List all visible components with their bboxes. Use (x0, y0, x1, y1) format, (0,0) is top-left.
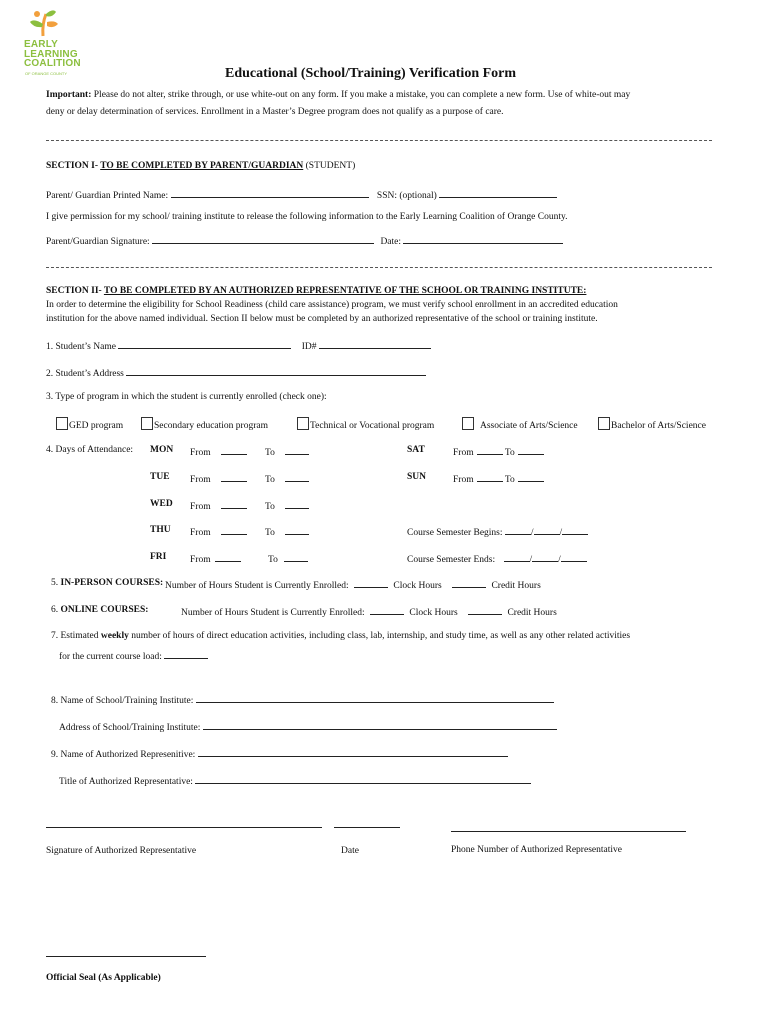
important-text-1: Please do not alter, strike through, or use white-out on any form. If you make a mistake, you can complete a new form. Use of white-out may (91, 90, 631, 100)
from-label: From (190, 528, 211, 538)
section1-heading-text: TO BE COMPLETED BY PARENT/GUARDIAN (100, 161, 304, 171)
rep-title-label: Title of Authorized Representative: (59, 777, 193, 787)
rep-date-label: Date (341, 846, 359, 856)
clock-hours-label: Clock Hours (393, 581, 442, 591)
school-address-field[interactable] (203, 720, 557, 730)
q6-credit-hours-field[interactable] (468, 605, 502, 615)
semester-begins-month[interactable] (505, 525, 531, 535)
semester-ends-day[interactable] (532, 552, 558, 562)
checkbox[interactable] (297, 417, 309, 430)
sun-to-field[interactable] (518, 472, 544, 482)
q7-part-b: number of hours of direct education activities, including class, lab, internship, and study time, as well as any other related activities (128, 631, 631, 641)
q7-bold: weekly (100, 631, 129, 641)
program-label: Associate of Arts/Science (480, 421, 578, 431)
credit-hours-label: Credit Hours (507, 608, 557, 618)
student-address-field[interactable] (126, 366, 426, 376)
day-sat: SAT (407, 445, 425, 455)
fri-from-field[interactable] (215, 552, 241, 562)
important-label: Important: (46, 90, 92, 100)
from-label: From (190, 475, 211, 485)
q5-text: Number of Hours Student is Currently Enrolled: (165, 581, 349, 591)
rep-title-field[interactable] (195, 774, 531, 784)
rep-date-line[interactable] (334, 827, 400, 828)
sat-to-field[interactable] (518, 445, 544, 455)
from-label: From (190, 502, 211, 512)
student-name-label: 1. Student’s Name (46, 342, 116, 352)
program-question: 3. Type of program in which the student is currently enrolled (check one): (46, 392, 327, 402)
section2-intro-2: institution for the above named individual. Section II below must be completed by an authorized representative of the school or training institute. (46, 314, 598, 324)
program-option-bachelor[interactable] (598, 417, 706, 431)
important-text-2: deny or delay determination of services. Enrollment in a Master’s Degree program does not qualify as a purpose of care. (46, 107, 504, 117)
to-label: To (265, 502, 275, 512)
rep-name-label: 9. Name of Authorized Represenitive: (51, 750, 196, 760)
checkbox[interactable] (141, 417, 153, 430)
section2-heading-text: TO BE COMPLETED BY AN AUTHORIZED REPRESENTATIVE OF THE SCHOOL OR TRAINING INSTITUTE: (103, 286, 587, 296)
q6-bold: ONLINE COURSES: (60, 605, 149, 615)
checkbox[interactable] (56, 417, 68, 430)
q5-clock-hours-field[interactable] (354, 578, 388, 588)
day-thu: THU (150, 525, 171, 535)
student-address-label: 2. Student’s Address (46, 369, 124, 379)
q7-hours-field[interactable] (164, 649, 208, 659)
to-label: To (504, 475, 515, 485)
logo-line2: LEARNING (24, 48, 78, 60)
student-id-label: ID# (301, 342, 317, 352)
to-label: To (265, 448, 275, 458)
days-label: 4. Days of Attendance: (46, 445, 134, 455)
permission-text: I give permission for my school/ training institute to release the following information to the Early Learning Coalition of Orange County. (46, 212, 568, 222)
important-notice (46, 90, 630, 100)
semester-ends-year[interactable] (561, 552, 587, 562)
day-fri: FRI (150, 552, 167, 562)
thu-from-field[interactable] (221, 525, 247, 535)
parent-date-field[interactable] (403, 234, 563, 244)
rep-phone-line[interactable] (451, 831, 686, 832)
q6-text: Number of Hours Student is Currently Enrolled: (181, 608, 365, 618)
semester-begins-label: Course Semester Begins: (407, 528, 503, 538)
section2-heading (46, 286, 586, 296)
q6-clock-hours-field[interactable] (370, 605, 404, 615)
divider (46, 267, 712, 268)
credit-hours-label: Credit Hours (491, 581, 541, 591)
from-label: From (453, 448, 474, 458)
mon-from-field[interactable] (221, 445, 247, 455)
rep-phone-label: Phone Number of Authorized Representative (451, 845, 622, 855)
program-label: GED program (69, 421, 124, 431)
section1-suffix: (STUDENT) (303, 161, 356, 171)
checkbox[interactable] (598, 417, 610, 430)
student-id-field[interactable] (319, 339, 431, 349)
program-option-associate[interactable] (462, 417, 578, 431)
q6-row (51, 605, 148, 615)
to-label: To (265, 475, 275, 485)
section1-heading (46, 161, 355, 171)
section1-prefix: SECTION I- (46, 161, 101, 171)
q7-part-a: 7. Estimated (51, 631, 101, 641)
tue-to-field[interactable] (285, 472, 309, 482)
logo-line1: EARLY (24, 39, 58, 50)
to-label: To (268, 555, 278, 565)
ssn-field[interactable] (439, 188, 557, 198)
q7-part-c: for the current course load: (59, 652, 162, 662)
to-label: To (265, 528, 275, 538)
page-title: Educational (School/Training) Verification Form (225, 66, 517, 81)
semester-ends-label: Course Semester Ends: (407, 555, 496, 565)
q7-text (51, 631, 630, 641)
semester-begins-day[interactable] (534, 525, 560, 535)
semester-begins-year[interactable] (562, 525, 588, 535)
q6-number: 6. (51, 605, 61, 615)
seal-label: Official Seal (As Applicable) (46, 973, 161, 983)
school-address-label: Address of School/Training Institute: (59, 723, 201, 733)
tue-from-field[interactable] (221, 472, 247, 482)
wed-to-field[interactable] (285, 499, 309, 509)
q5-credit-hours-field[interactable] (452, 578, 486, 588)
q5-bold: IN-PERSON COURSES: (60, 578, 164, 588)
program-label: Technical or Vocational program (310, 421, 435, 431)
school-name-label: 8. Name of School/Training Institute: (51, 696, 194, 706)
ssn-label: SSN: (optional) (376, 191, 437, 201)
sun-from-field[interactable] (477, 472, 503, 482)
rep-name-field[interactable] (198, 747, 508, 757)
program-label: Secondary education program (154, 421, 268, 431)
program-option-technical[interactable] (297, 417, 434, 431)
seal-line[interactable] (46, 956, 206, 957)
parent-date-label: Date: (380, 237, 402, 247)
logo-leaves-icon (26, 8, 60, 38)
parent-signature-label: Parent/Guardian Signature: (46, 237, 150, 247)
from-label: From (453, 475, 474, 485)
mon-to-field[interactable] (285, 445, 309, 455)
to-label: To (504, 448, 515, 458)
day-mon: MON (150, 445, 174, 455)
section2-prefix: SECTION II- (46, 286, 104, 296)
clock-hours-label: Clock Hours (409, 608, 458, 618)
thu-to-field[interactable] (285, 525, 309, 535)
logo (24, 8, 84, 82)
sat-from-field[interactable] (477, 445, 503, 455)
day-tue: TUE (150, 472, 170, 482)
parent-signature-field[interactable] (152, 234, 374, 244)
section2-intro-1: In order to determine the eligibility for School Readiness (child care assistance) program, we must verify school enrollment in an accredited education (46, 300, 618, 310)
divider (46, 140, 712, 141)
parent-name-label: Parent/ Guardian Printed Name: (46, 191, 169, 201)
day-wed: WED (150, 499, 173, 509)
from-label: From (190, 555, 211, 565)
rep-signature-label: Signature of Authorized Representative (46, 846, 197, 856)
logo-subtitle: OF ORANGE COUNTY (25, 71, 68, 76)
wed-from-field[interactable] (221, 499, 247, 509)
fri-to-field[interactable] (284, 552, 308, 562)
day-sun: SUN (407, 472, 427, 482)
logo-line3: COALITION (24, 58, 81, 69)
parent-name-field[interactable] (171, 188, 369, 198)
checkbox[interactable] (462, 417, 474, 430)
rep-signature-line[interactable] (46, 827, 322, 828)
from-label: From (190, 448, 211, 458)
semester-ends-month[interactable] (504, 552, 530, 562)
program-option-ged[interactable] (56, 417, 123, 431)
q5-number: 5. (51, 578, 61, 588)
q5-row (51, 578, 163, 588)
program-option-secondary[interactable] (141, 417, 268, 431)
school-name-field[interactable] (196, 693, 554, 703)
student-name-field[interactable] (118, 339, 291, 349)
program-label: Bachelor of Arts/Science (611, 421, 706, 431)
